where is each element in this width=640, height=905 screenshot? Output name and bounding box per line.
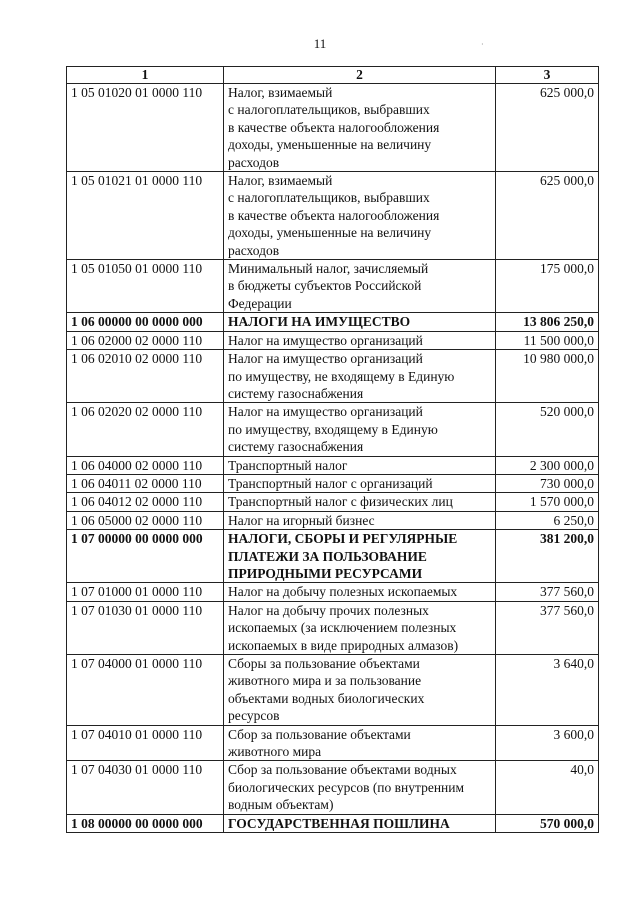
row-name-cell: Налог на имущество организаций xyxy=(224,331,496,349)
row-amount-cell: 2 300 000,0 xyxy=(496,456,599,474)
row-amount-cell: 175 000,0 xyxy=(496,260,599,313)
row-code-cell: 1 06 04011 02 0000 110 xyxy=(67,474,224,492)
row-name-cell: Налог, взимаемый с налогоплательщиков, выбравших в качестве объекта налогообложения доходы, уменьшенные на величину расходов xyxy=(224,84,496,172)
row-name-cell: Транспортный налог с физических лиц xyxy=(224,493,496,511)
row-code-cell: 1 06 04000 02 0000 110 xyxy=(67,456,224,474)
row-name-cell: Сборы за пользование объектами животного мира и за пользование объектами водных биологических ресурсов xyxy=(224,655,496,726)
table-row xyxy=(67,530,599,583)
row-name-cell: ГОСУДАРСТВЕННАЯ ПОШЛИНА xyxy=(224,814,496,832)
table-body xyxy=(67,84,599,833)
row-name-cell: НАЛОГИ, СБОРЫ И РЕГУЛЯРНЫЕ ПЛАТЕЖИ ЗА ПОЛЬЗОВАНИЕ ПРИРОДНЫМИ РЕСУРСАМИ xyxy=(224,530,496,583)
row-code-cell: 1 06 00000 00 0000 000 xyxy=(67,313,224,331)
row-code-cell: 1 06 05000 02 0000 110 xyxy=(67,511,224,529)
table-row xyxy=(67,814,599,832)
row-code-cell: 1 05 01020 01 0000 110 xyxy=(67,84,224,172)
row-amount-cell: 13 806 250,0 xyxy=(496,313,599,331)
column-header-code: 1 xyxy=(67,67,224,84)
table-row xyxy=(67,403,599,456)
row-code-cell: 1 07 01000 01 0000 110 xyxy=(67,583,224,601)
budget-revenue-table xyxy=(66,66,599,833)
table-row xyxy=(67,84,599,172)
row-code-cell: 1 07 01030 01 0000 110 xyxy=(67,601,224,654)
row-amount-cell: 381 200,0 xyxy=(496,530,599,583)
table-row xyxy=(67,350,599,403)
table-row xyxy=(67,260,599,313)
row-amount-cell: 625 000,0 xyxy=(496,84,599,172)
row-name-cell: Налог на игорный бизнес xyxy=(224,511,496,529)
row-amount-cell: 625 000,0 xyxy=(496,172,599,260)
table-row xyxy=(67,655,599,726)
row-code-cell: 1 05 01021 01 0000 110 xyxy=(67,172,224,260)
row-code-cell: 1 06 02000 02 0000 110 xyxy=(67,331,224,349)
row-amount-cell: 6 250,0 xyxy=(496,511,599,529)
table-row xyxy=(67,511,599,529)
row-name-cell: Налог на добычу полезных ископаемых xyxy=(224,583,496,601)
row-amount-cell: 11 500 000,0 xyxy=(496,331,599,349)
row-name-cell: Налог, взимаемый с налогоплательщиков, выбравших в качестве объекта налогообложения доходы, уменьшенные на величину расходов xyxy=(224,172,496,260)
row-name-cell: НАЛОГИ НА ИМУЩЕСТВО xyxy=(224,313,496,331)
row-amount-cell: 377 560,0 xyxy=(496,601,599,654)
row-name-cell: Транспортный налог с организаций xyxy=(224,474,496,492)
table-row xyxy=(67,761,599,814)
row-code-cell: 1 06 04012 02 0000 110 xyxy=(67,493,224,511)
row-name-cell: Транспортный налог xyxy=(224,456,496,474)
row-amount-cell: 730 000,0 xyxy=(496,474,599,492)
row-name-cell: Налог на имущество организаций по имуществу, не входящему в Единую систему газоснабжения xyxy=(224,350,496,403)
row-code-cell: 1 07 04000 01 0000 110 xyxy=(67,655,224,726)
table-row xyxy=(67,601,599,654)
row-name-cell: Минимальный налог, зачисляемый в бюджеты субъектов Российской Федерации xyxy=(224,260,496,313)
row-code-cell: 1 06 02020 02 0000 110 xyxy=(67,403,224,456)
row-amount-cell: 520 000,0 xyxy=(496,403,599,456)
page-number: 11 xyxy=(313,36,327,51)
row-code-cell: 1 05 01050 01 0000 110 xyxy=(67,260,224,313)
table-header-row xyxy=(67,67,599,84)
table-row xyxy=(67,725,599,761)
table-row xyxy=(67,456,599,474)
row-code-cell: 1 07 04010 01 0000 110 xyxy=(67,725,224,761)
row-amount-cell: 377 560,0 xyxy=(496,583,599,601)
table-row xyxy=(67,331,599,349)
column-header-name: 2 xyxy=(224,67,496,84)
table-row xyxy=(67,313,599,331)
row-amount-cell: 40,0 xyxy=(496,761,599,814)
column-header-amount: 3 xyxy=(496,67,599,84)
row-code-cell: 1 08 00000 00 0000 000 xyxy=(67,814,224,832)
row-amount-cell: 1 570 000,0 xyxy=(496,493,599,511)
row-name-cell: Налог на добычу прочих полезных ископаемых (за исключением полезных ископаемых в виде природных алмазов) xyxy=(224,601,496,654)
table-row xyxy=(67,172,599,260)
row-code-cell: 1 07 04030 01 0000 110 xyxy=(67,761,224,814)
row-amount-cell: 3 640,0 xyxy=(496,655,599,726)
row-name-cell: Сбор за пользование объектами животного мира xyxy=(224,725,496,761)
table-row xyxy=(67,474,599,492)
row-code-cell: 1 06 02010 02 0000 110 xyxy=(67,350,224,403)
row-amount-cell: 3 600,0 xyxy=(496,725,599,761)
row-code-cell: 1 07 00000 00 0000 000 xyxy=(67,530,224,583)
row-name-cell: Сбор за пользование объектами водных биологических ресурсов (по внутренним водным объектам) xyxy=(224,761,496,814)
page-mark: · xyxy=(481,40,484,49)
table-row xyxy=(67,493,599,511)
row-amount-cell: 570 000,0 xyxy=(496,814,599,832)
row-amount-cell: 10 980 000,0 xyxy=(496,350,599,403)
table-row xyxy=(67,583,599,601)
row-name-cell: Налог на имущество организаций по имуществу, входящему в Единую систему газоснабжения xyxy=(224,403,496,456)
